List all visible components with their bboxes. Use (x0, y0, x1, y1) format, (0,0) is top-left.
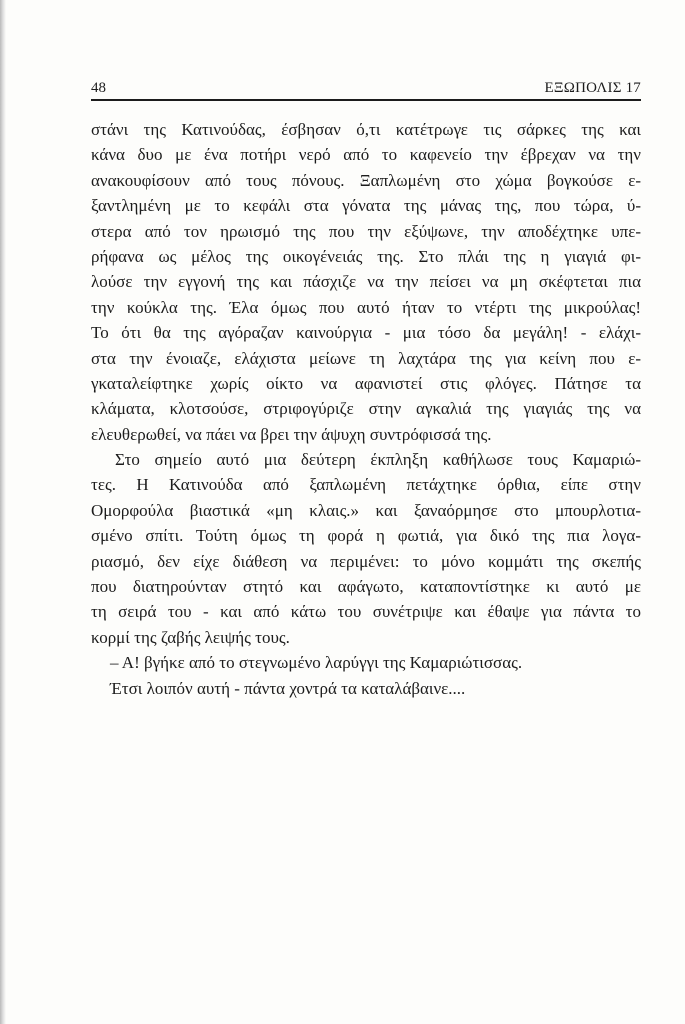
paragraph (91, 676, 641, 701)
text-line: σμένο σπίτι. Τούτη όμως τη φορά η φωτιά, για δικό της πια λογα- (91, 526, 641, 546)
text-line: ριασμό, δεν είχε διάθεση να περιμένει: το μόνο κομμάτι της σκεπής (91, 551, 641, 571)
page-number: 48 (91, 80, 106, 96)
text-line: λούσε την εγγονή της και πάσχιζε να την πείσει να μη σκέφτεται πια (91, 272, 641, 292)
text-line: Ομορφούλα βιαστικά «μη κλαις.» και ξαναόρμησε στο μπουρλοτια- (91, 500, 641, 520)
text-line: – Α! βγήκε από το στεγνωμένο λαρύγγι της Καμαριώτισσας. (110, 653, 523, 673)
text-line: κορμί της ζαβής λειψής τους. (91, 627, 290, 647)
text-line: γκαταλείφτηκε χωρίς οίκτο να αφανιστεί στις φλόγες. Πάτησε τα (91, 373, 641, 393)
running-head: ΕΞΩΠΟΛΙΣ 17 (544, 80, 641, 96)
text-line: κάνα δυο με ένα ποτήρι νερό από το καφενείο την έβρεχαν να την (91, 145, 641, 165)
header-rule (91, 99, 641, 101)
text-line: την κούκλα της. Έλα όμως που αυτό ήταν το ντέρτι της μικρούλας! (91, 297, 641, 317)
text-line: Στο σημείο αυτό μια δεύτερη έκπληξη καθήλωσε τους Καμαριώ- (115, 450, 641, 470)
dialogue-paragraph (91, 650, 641, 675)
paragraph (91, 447, 641, 650)
paragraph (91, 117, 641, 447)
text-line: κλάματα, κλοτσούσε, στριφογύριζε στην αγκαλιά της γιαγιάς της να (91, 399, 641, 419)
text-line: ξαντλημένη με το κεφάλι στα γόνατα της μάνας της, που τώρα, ύ- (91, 196, 641, 216)
text-line: στάνι της Κατινούδας, έσβησαν ό,τι κατέτρωγε τις σάρκες της και (91, 120, 641, 139)
text-line: στα την ένοιαζε, ελάχιστα μείωνε τη λαχτάρα της για κείνη που ε- (91, 348, 641, 368)
text-line: Έτσι λοιπόν αυτή - πάντα χοντρά τα καταλάβαινε.... (110, 678, 466, 698)
text-line: ελευθερωθεί, να πάει να βρει την άψυχη συντρόφισσά της. (91, 424, 492, 444)
scan-edge (0, 0, 6, 1024)
text-line: που διατηρούνταν στητό και αφάγωτο, καταποντίστηκε κι αυτό με (91, 577, 641, 597)
text-line: τες. Η Κατινούδα από ξαπλωμένη πετάχτηκε όρθια, είπε στην (91, 475, 641, 495)
text-line: ρήφανα ως μέλος της οικογένειάς της. Στο πλάι της η γιαγιά φι- (91, 246, 641, 266)
text-line: Το ότι θα της αγόραζαν καινούργια - μια τόσο δα μεγάλη! - ελάχι- (91, 323, 641, 343)
body-text (91, 117, 641, 701)
text-line: στερα από τον ηρωισμό της που την εξύψωνε, την αποδέχτηκε υπε- (91, 221, 641, 241)
text-line: ανακουφίσουν από τους πόνους. Ξαπλωμένη στο χώμα βογκούσε ε- (91, 170, 641, 190)
text-line: τη σειρά του - και από κάτω του συνέτριψε και έθαψε για πάντα το (91, 602, 641, 622)
